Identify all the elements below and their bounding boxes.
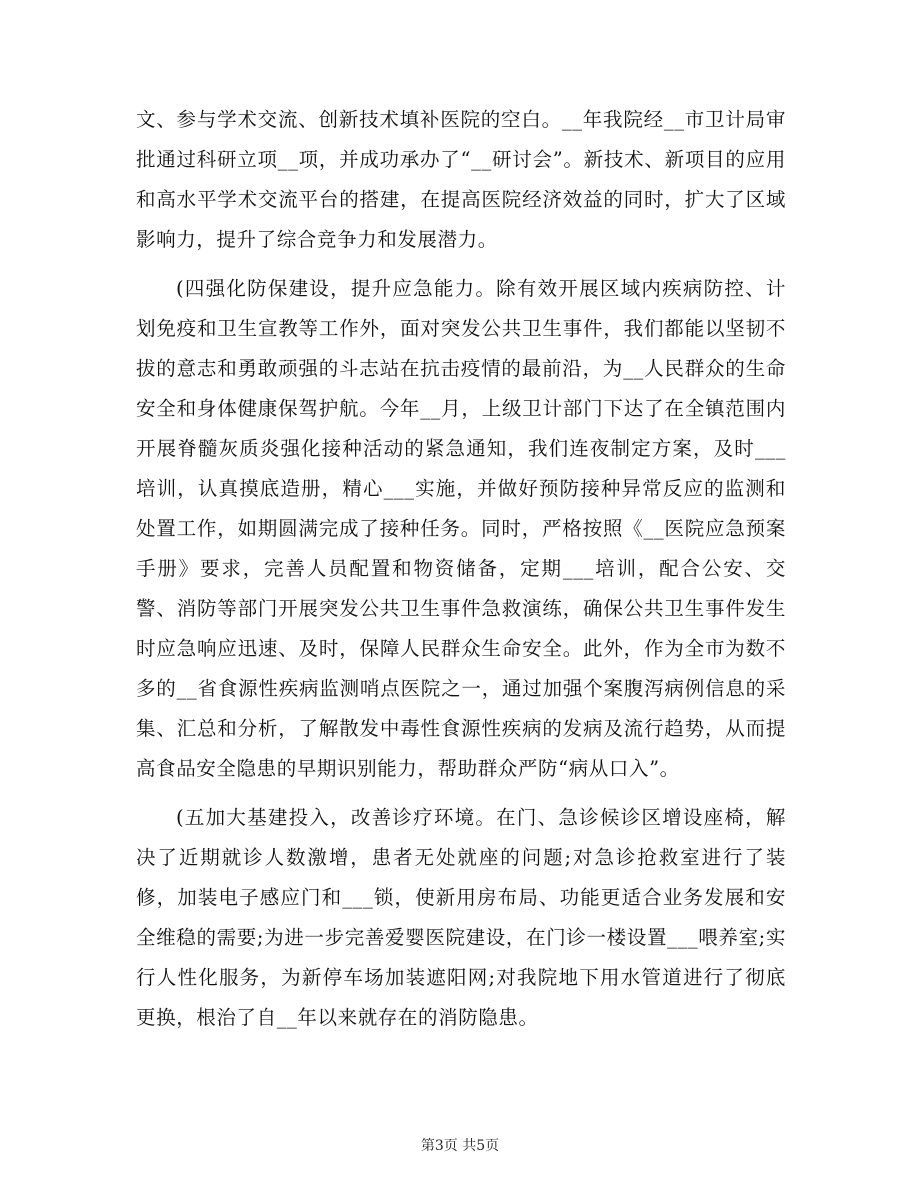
paragraph-section-four: (四强化防保建设，提升应急能力。除有效开展区域内疾病防控、计划免疫和卫生宣教等工作外，面对突发公共卫生事件，我们都能以坚韧不拔的意志和勇敢顽强的斗志站在抗击疫情的最前沿，为__人民群众的生命安全和身体健康保驾护航。今年__月，上级卫计部门下达了在全镇范围内开展脊髓灰质炎强化接种活动的紧急通知，我们连夜制定方案，及时___培训，认真摸底造册，精心___实施，并做好预防接种异常反应的监测和处置工作，如期圆满完成了接种任务。同时，严格按照《__医院应急预案手册》要求，完善人员配置和物资储备，定期___培训，配合公安、交警、消防等部门开展突发公共卫生事件急救演练，确保公共卫生事件发生时应急响应迅速、及时，保障人民群众生命安全。此外，作为全市为数不多的__省食源性疾病监测哨点医院之一，通过加强个案腹泻病例信息的采集、汇总和分析，了解散发中毒性食源性疾病的发病及流行趋势，从而提高食品安全隐患的早期识别能力，帮助群众严防“病从口入”。 <box>136 277 786 780</box>
paragraph-continuation: 文、参与学术交流、创新技术填补医院的空白。__年我院经__市卫计局审批通过科研立项__项，并成功承办了“__研讨会”。新技术、新项目的应用和高水平学术交流平台的搭建，在提高医院经济效益的同时，扩大了区域影响力，提升了综合竞争力和发展潜力。 <box>136 108 786 251</box>
document-body <box>136 100 786 1038</box>
paragraph-section-five: (五加大基建投入，改善诊疗环境。在门、急诊候诊区增设座椅，解决了近期就诊人数激增，患者无处就座的问题;对急诊抢救室进行了装修，加装电子感应门和___锁，使新用房布局、功能更适合业务发展和安全维稳的需要;为进一步完善爱婴医院建设，在门诊一楼设置___喂养室;实行人性化服务，为新停车场加装遮阳网;对我院地下用水管道进行了彻底更换，根治了自__年以来就存在的消防隐患。 <box>136 806 786 1029</box>
page-number-footer: 第3页 共5页 <box>420 1138 500 1154</box>
